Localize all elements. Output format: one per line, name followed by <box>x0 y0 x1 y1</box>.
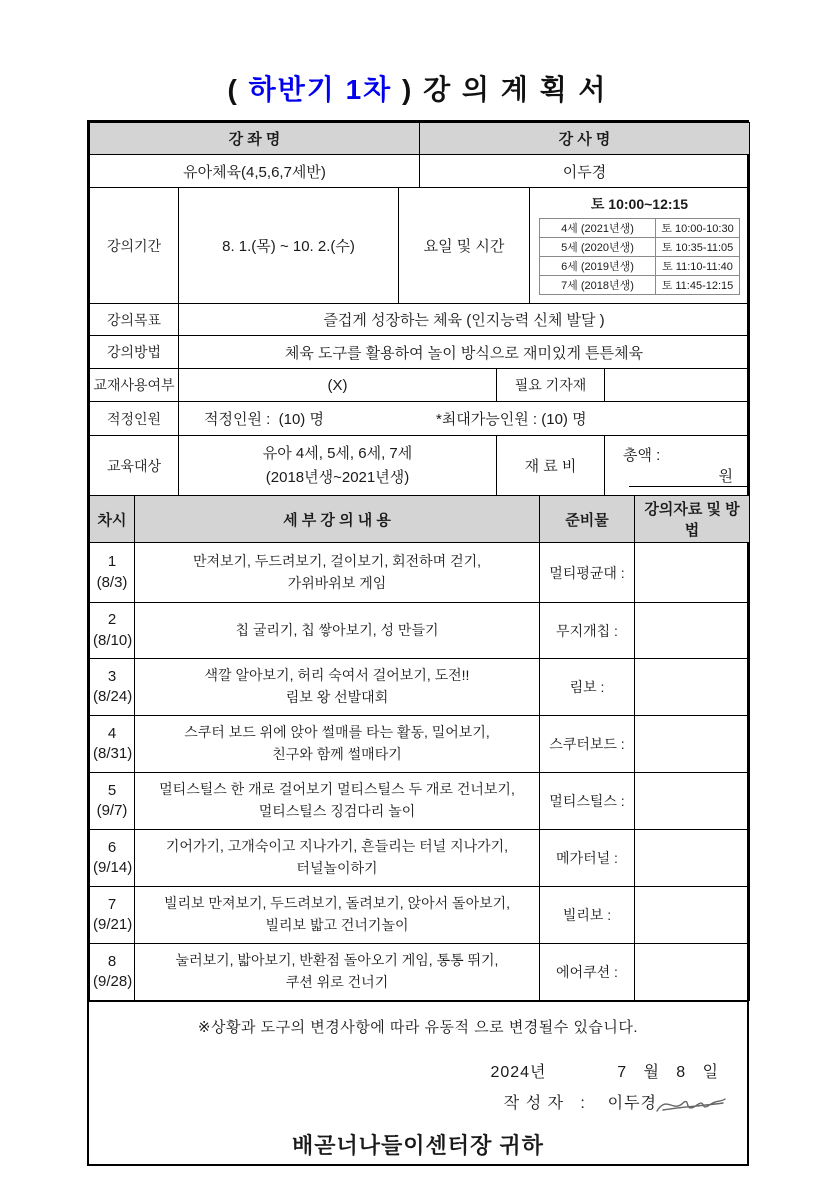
fee-cell <box>605 436 750 496</box>
author-name: 작 성 자 : 이두경 <box>503 1095 657 1112</box>
course-name-value: 유아체육(4,5,6,7세반) <box>90 155 420 188</box>
session-materials: 무지개칩 : <box>540 603 635 659</box>
goal-label: 강의목표 <box>90 304 179 336</box>
fee-label: 재 료 비 <box>497 436 605 496</box>
session-content: 만져보기, 두드려보기, 걸이보기, 회전하며 걷기, 가위바위보 게임 <box>135 543 540 603</box>
session-no: 3 (8/24) <box>90 659 135 716</box>
fee-total-label: 총액 : <box>623 447 661 464</box>
target-cell <box>179 436 497 496</box>
change-note: ※상황과 도구의 변경사항에 따라 유동적 으로 변경될수 있습니다. <box>197 1019 639 1036</box>
session-materials: 에어쿠션 : <box>540 944 635 1001</box>
session-method <box>635 659 750 716</box>
schedule-title: 토 10:00~12:15 <box>590 196 689 212</box>
page-title <box>0 68 835 108</box>
schedule-age: 4세 (2021년생) <box>540 219 656 238</box>
signature-scribble <box>653 1091 727 1117</box>
schedule-time: 토 10:00-10:30 <box>656 219 740 238</box>
lecture-plan-document <box>87 120 749 1166</box>
equipment-value <box>605 369 750 402</box>
method-value: 체육 도구를 활용하여 놀이 방식으로 재미있게 튼튼체육 <box>179 336 750 369</box>
session-materials: 림보 : <box>540 659 635 716</box>
session-row-7 <box>90 887 750 944</box>
session-content: 기어가기, 고개숙이고 지나가기, 흔들리는 터널 지나가기, 터널놀이하기 <box>135 830 540 887</box>
textbook-use-label: 교재사용여부 <box>90 369 179 402</box>
target-line1: 유아 4세, 5세, 6세, 7세 <box>262 445 413 463</box>
recipient: 배곧너나들이센터장 귀하 <box>292 1132 544 1158</box>
equipment-label: 필요 기자재 <box>497 369 605 402</box>
capacity-label: 적정인원 <box>90 402 179 436</box>
written-date: 2024년 7 월 8 일 <box>490 1064 719 1081</box>
session-content: 멀티스틸스 한 개로 걸어보기 멀티스틸스 두 개로 건너보기, 멀티스틸스 징검다리 놀이 <box>135 773 540 830</box>
sessions-header-content: 세 부 강 의 내 용 <box>135 496 540 543</box>
schedule-time: 토 11:10-11:40 <box>656 257 740 276</box>
sessions-header-materials: 준비물 <box>540 496 635 543</box>
schedule-age: 5세 (2020년생) <box>540 238 656 257</box>
target-line2: (2018년생~2021년생) <box>265 468 410 486</box>
session-content: 스쿠터 보드 위에 앉아 썰매를 타는 활동, 밀어보기, 친구와 함께 썰매타기 <box>135 716 540 773</box>
session-row-4 <box>90 716 750 773</box>
schedule-age: 7세 (2018년생) <box>540 276 656 295</box>
session-method <box>635 944 750 1001</box>
schedule-time: 토 11:45-12:15 <box>656 276 740 295</box>
session-row-8 <box>90 944 750 1001</box>
session-method <box>635 603 750 659</box>
sessions-table <box>89 495 750 1001</box>
goal-value: 즐겁게 성장하는 체육 (인지능력 신체 발달 ) <box>179 304 750 336</box>
session-content: 칩 굴리기, 칩 쌓아보기, 성 만들기 <box>135 603 540 659</box>
fee-unit: 원 <box>718 468 733 485</box>
session-row-6 <box>90 830 750 887</box>
session-row-3 <box>90 659 750 716</box>
session-method <box>635 543 750 603</box>
session-no: 5 (9/7) <box>90 773 135 830</box>
target-label: 교육대상 <box>90 436 179 496</box>
capacity-proper: 적정인원 : (10) 명 <box>204 411 324 428</box>
session-materials: 멀티평균대 : <box>540 543 635 603</box>
session-no: 6 (9/14) <box>90 830 135 887</box>
session-method <box>635 773 750 830</box>
instructor-name-value: 이두경 <box>420 155 750 188</box>
period-value: 8. 1.(목) ~ 10. 2.(수) <box>179 188 399 304</box>
session-no: 8 (9/28) <box>90 944 135 1001</box>
session-method <box>635 716 750 773</box>
session-materials: 빌리보 : <box>540 887 635 944</box>
day-time-label: 요일 및 시간 <box>399 188 530 304</box>
course-instructor-table <box>89 122 750 188</box>
age-schedule-table <box>539 218 740 295</box>
session-materials: 스쿠터보드 : <box>540 716 635 773</box>
session-content: 눌러보기, 밟아보기, 반환점 돌아오기 게임, 통통 뛰기, 쿠션 위로 건너기 <box>135 944 540 1001</box>
sessions-header-method: 강의자료 및 방법 <box>635 496 750 543</box>
capacity-max: *최대가능인원 : (10) 명 <box>435 411 587 428</box>
session-no: 4 (8/31) <box>90 716 135 773</box>
session-row-2 <box>90 603 750 659</box>
title-rest: ) 강 의 계 획 서 <box>392 74 608 105</box>
session-method <box>635 830 750 887</box>
author-line <box>89 1090 747 1117</box>
signature-block <box>89 1001 747 1164</box>
sessions-header-no: 차시 <box>90 496 135 543</box>
schedule-time: 토 10:35-11:05 <box>656 238 740 257</box>
day-time-cell <box>530 188 750 304</box>
period-label: 강의기간 <box>90 188 179 304</box>
period-schedule-table <box>89 187 750 304</box>
session-no: 1 (8/3) <box>90 543 135 603</box>
instructor-name-header: 강 사 명 <box>420 123 750 155</box>
textbook-use-value: (X) <box>179 369 497 402</box>
session-row-5 <box>90 773 750 830</box>
session-method <box>635 887 750 944</box>
session-no: 7 (9/21) <box>90 887 135 944</box>
session-content: 빌리보 만져보기, 두드려보기, 돌려보기, 앉아서 돌아보기, 빌리보 밟고 건너기놀이 <box>135 887 540 944</box>
session-row-1 <box>90 543 750 603</box>
schedule-age: 6세 (2019년생) <box>540 257 656 276</box>
fee-amount-blank <box>629 465 747 487</box>
course-details-table <box>89 303 750 496</box>
session-materials: 메가터널 : <box>540 830 635 887</box>
capacity-cell <box>179 402 750 436</box>
title-term-highlight: 하반기 1차 <box>248 74 393 105</box>
course-name-header: 강 좌 명 <box>90 123 420 155</box>
session-content: 색깔 알아보기, 허리 숙여서 걸어보기, 도전!! 림보 왕 선발대회 <box>135 659 540 716</box>
session-materials: 멀티스틸스 : <box>540 773 635 830</box>
title-paren-open: ( <box>227 74 249 105</box>
method-label: 강의방법 <box>90 336 179 369</box>
session-no: 2 (8/10) <box>90 603 135 659</box>
